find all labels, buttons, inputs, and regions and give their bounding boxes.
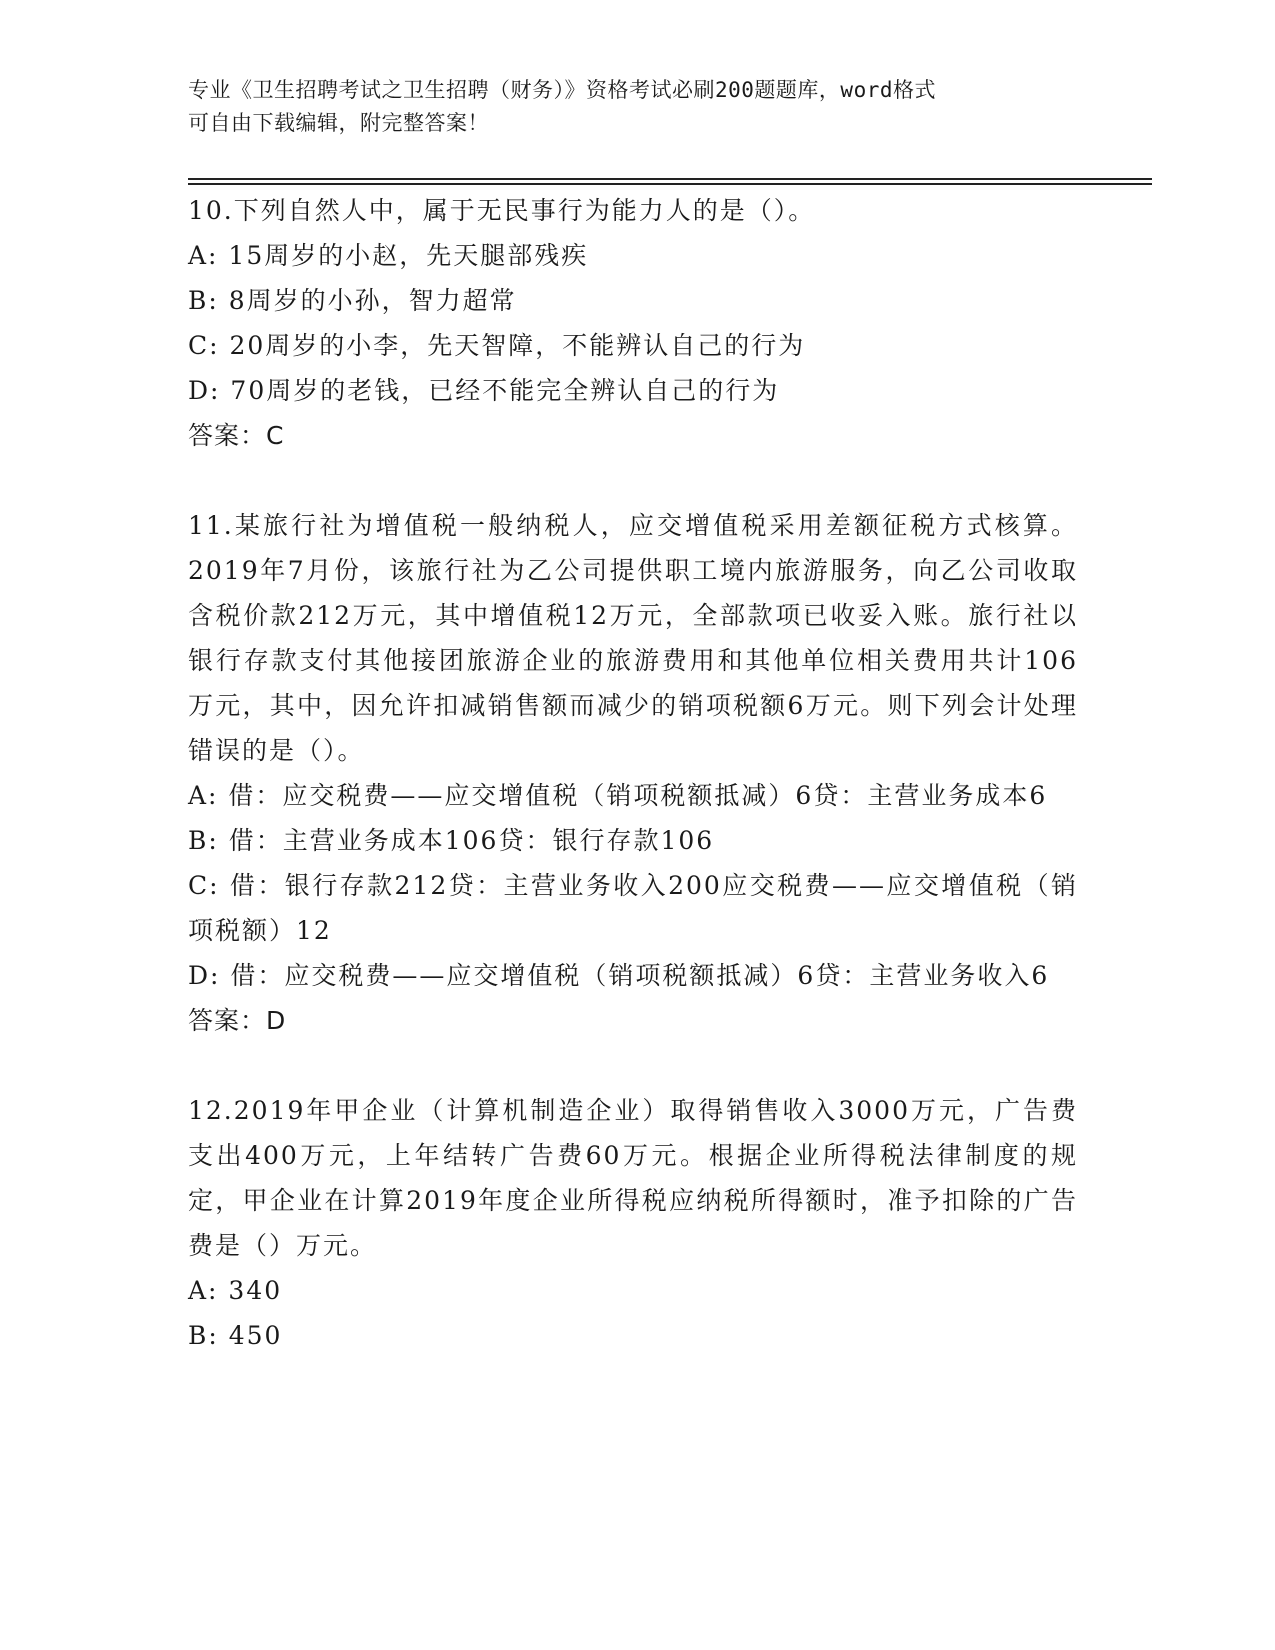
option-d: D: 70周岁的老钱，已经不能完全辨认自己的行为 [188,376,780,405]
option-c: C: 20周岁的小李，先天智障，不能辨认自己的行为 [188,331,806,360]
option-b: B: 借：主营业务成本106贷：银行存款106 [188,826,715,855]
question-stem: 11.某旅行社为增值税一般纳税人，应交增值税采用差额征税方式核算。2019年7月份，该旅行社为乙公司提供职工境内旅游服务，向乙公司收取含税价款212万元，其中增值税12万元，全部款项已收妥入账。旅行社以银行存款支付其他接团旅游企业的旅游费用和其他单位相关费用共计106万元，其中，因允许扣减销售额而减少的销项税额6万元。则下列会计处理错误的是（）。 [188,511,1078,765]
question-stem: 10.下列自然人中，属于无民事行为能力人的是（）。 [188,196,816,225]
header-line-1: 专业《卫生招聘考试之卫生招聘（财务）》资格考试必刷200题题库，word格式 [188,78,936,102]
question-stem: 12.2019年甲企业（计算机制造企业）取得销售收入3000万元，广告费支出400万元，上年结转广告费60万元。根据企业所得税法律制度的规定，甲企业在计算2019年度企业所得税应纳税所得额时，准予扣除的广告费是（）万元。 [188,1096,1078,1260]
option-a: A: 借：应交税费——应交增值税（销项税额抵减）6贷：主营业务成本6 [188,781,1048,810]
option-d: D: 借：应交税费——应交增值税（销项税额抵减）6贷：主营业务收入6 [188,961,1050,990]
answer-line: 答案：D [188,1006,287,1035]
question-10 [188,188,1078,458]
question-12 [188,1088,1078,1358]
option-c: C: 借：银行存款212贷：主营业务收入200应交税费——应交增值税（销项税额）12 [188,871,1078,945]
answer-line: 答案：C [188,421,285,450]
document-header [188,74,1068,140]
header-rule-top [188,178,1152,180]
option-a: A: 340 [188,1276,283,1305]
option-b: B: 450 [188,1321,283,1350]
option-a: A: 15周岁的小赵，先天腿部残疾 [188,241,589,270]
question-spacer [188,1043,1078,1088]
question-list [188,188,1078,1358]
option-b: B: 8周岁的小孙，智力超常 [188,286,517,315]
header-line-2: 可自由下载编辑，附完整答案！ [188,111,489,135]
question-spacer [188,458,1078,503]
question-11 [188,503,1078,1043]
header-rule-bottom [188,183,1152,185]
